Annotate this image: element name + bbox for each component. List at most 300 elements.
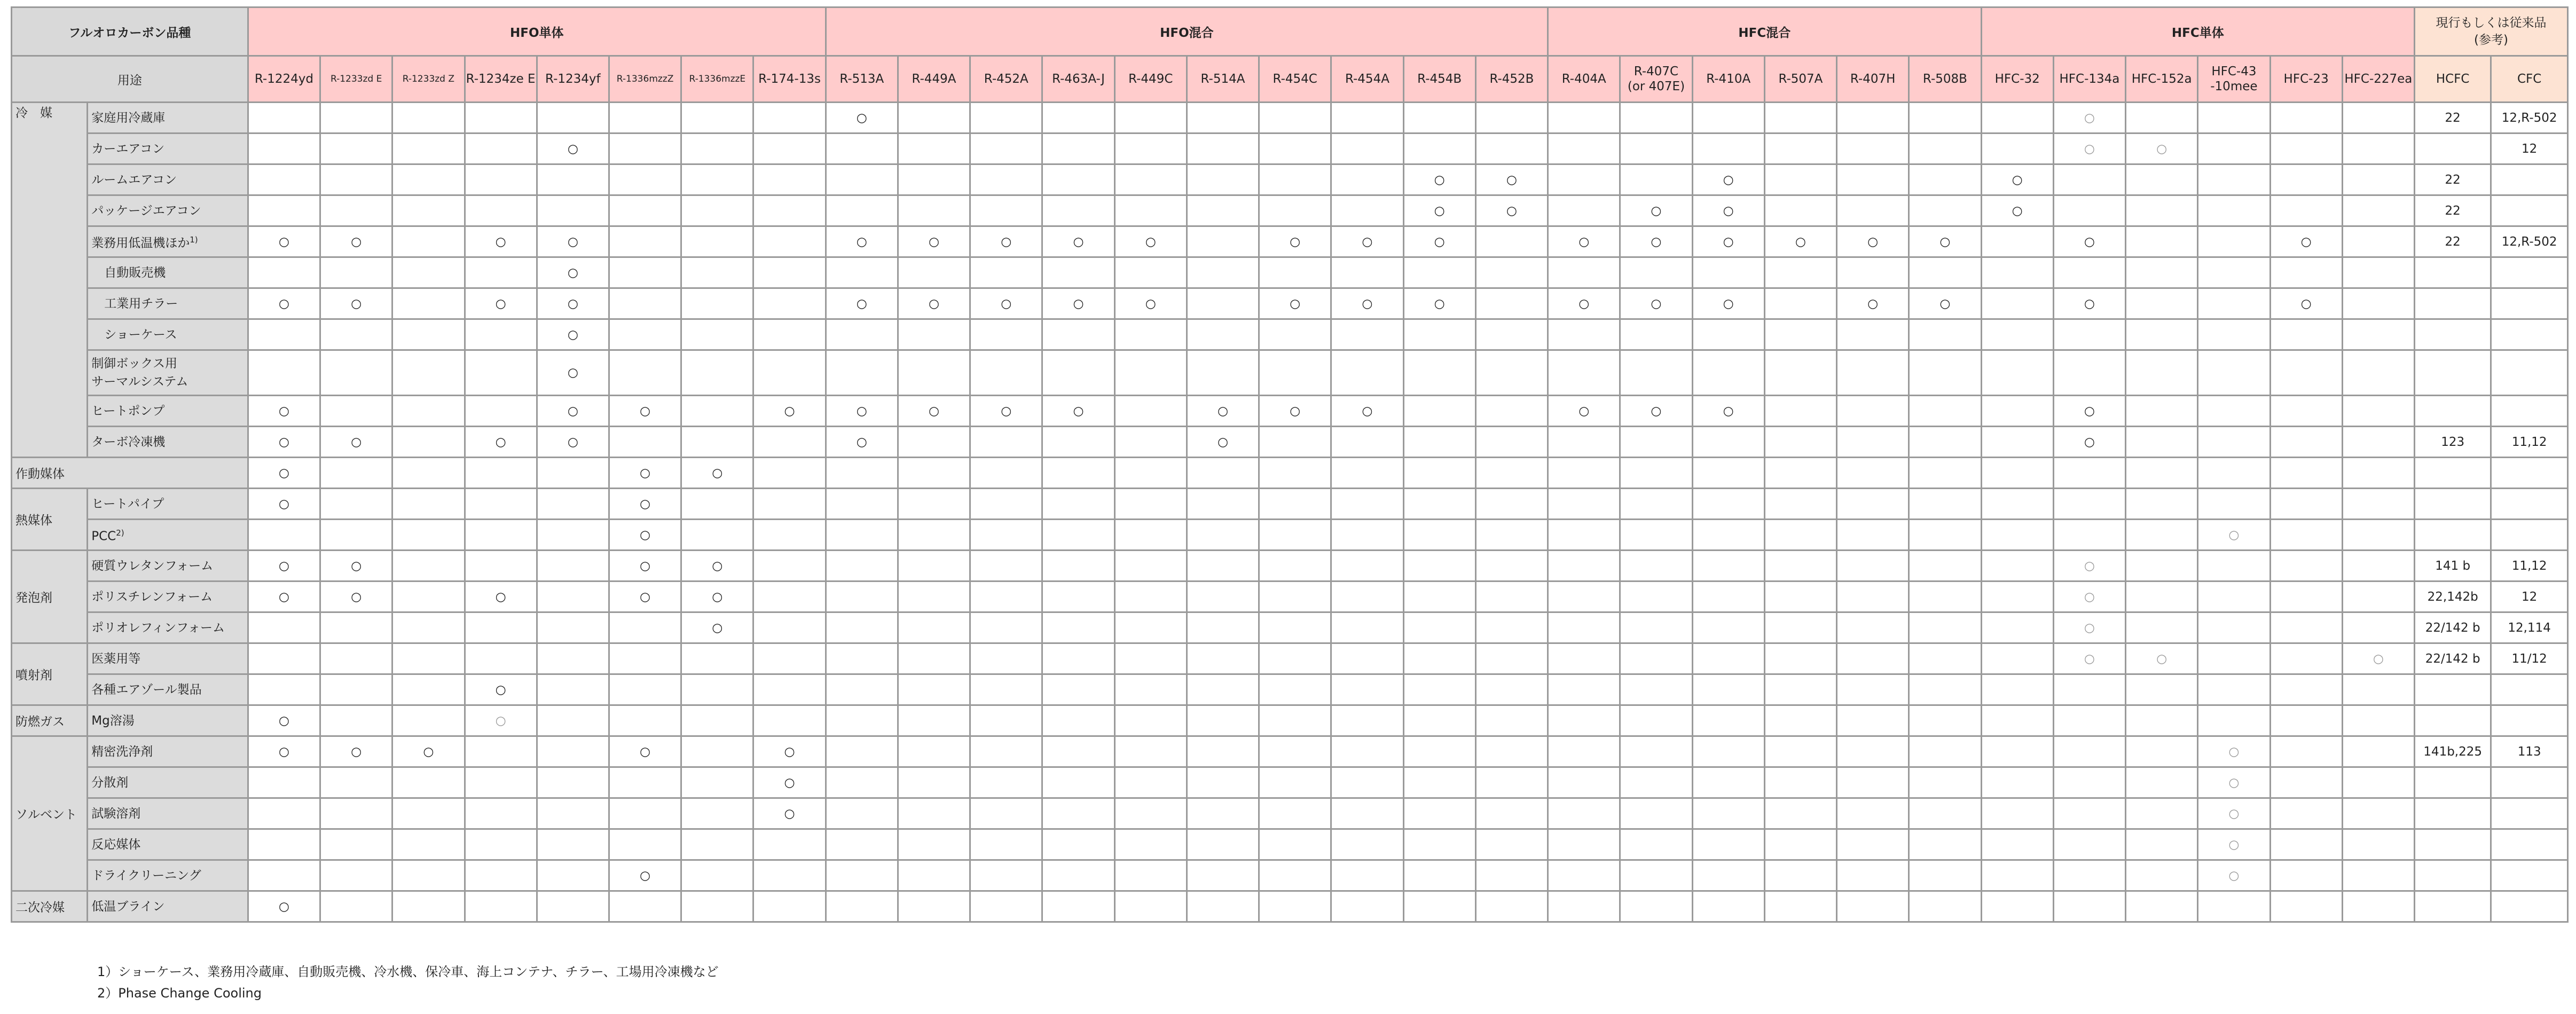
empty-cell <box>248 350 320 396</box>
reference-hcfc-cell <box>2415 829 2491 860</box>
empty-cell <box>2198 195 2270 226</box>
empty-cell <box>1331 767 1403 798</box>
empty-cell <box>1403 674 1475 705</box>
empty-cell <box>1114 396 1187 427</box>
empty-cell <box>1114 612 1187 643</box>
empty-cell <box>392 195 465 226</box>
empty-cell <box>1331 705 1403 736</box>
empty-cell <box>2270 612 2342 643</box>
empty-cell <box>1475 705 1548 736</box>
empty-cell <box>1259 257 1331 288</box>
reference-cfc-cell <box>2491 767 2568 798</box>
empty-cell <box>1403 103 1475 133</box>
column-header: R-449A <box>898 56 970 103</box>
empty-cell <box>465 350 537 396</box>
empty-cell <box>1331 674 1403 705</box>
reference-cfc-cell <box>2491 458 2568 489</box>
empty-cell <box>1620 736 1692 767</box>
empty-cell <box>753 195 826 226</box>
empty-cell <box>1114 458 1187 489</box>
empty-cell <box>2342 520 2414 551</box>
empty-cell <box>681 705 753 736</box>
reference-cfc-cell <box>2491 829 2568 860</box>
empty-cell <box>970 891 1042 922</box>
footnote-ref: 2) <box>116 528 124 538</box>
empty-cell <box>970 829 1042 860</box>
empty-cell <box>1909 612 1981 643</box>
empty-cell <box>2342 226 2414 257</box>
reference-cfc-cell: 11,12 <box>2491 551 2568 581</box>
empty-cell <box>1548 133 1620 164</box>
empty-cell <box>1620 581 1692 612</box>
empty-cell <box>392 767 465 798</box>
empty-cell <box>1187 458 1259 489</box>
empty-cell <box>1548 458 1620 489</box>
empty-cell <box>1692 705 1764 736</box>
empty-cell <box>392 891 465 922</box>
reference-hcfc-cell: 141 b <box>2415 551 2491 581</box>
empty-cell <box>898 103 970 133</box>
empty-cell <box>1187 520 1259 551</box>
empty-cell <box>1187 767 1259 798</box>
empty-cell <box>1909 396 1981 427</box>
empty-cell <box>681 195 753 226</box>
empty-cell <box>1909 705 1981 736</box>
empty-cell <box>537 736 609 767</box>
group-header-hfo-blend: HFO混合 <box>826 7 1548 56</box>
empty-cell <box>320 396 392 427</box>
empty-cell <box>465 103 537 133</box>
empty-cell <box>1114 489 1187 520</box>
empty-cell <box>1981 133 2053 164</box>
empty-cell <box>2053 195 2125 226</box>
application-label <box>88 427 248 458</box>
empty-cell <box>1981 798 2053 829</box>
application-text: 自動販売機 <box>104 265 166 280</box>
empty-cell <box>681 164 753 195</box>
usage-mark: ○ <box>2198 520 2270 551</box>
empty-cell <box>1692 319 1764 350</box>
reference-hcfc-cell <box>2415 705 2491 736</box>
empty-cell <box>1259 164 1331 195</box>
empty-cell <box>681 891 753 922</box>
empty-cell <box>1837 798 1909 829</box>
empty-cell <box>1475 520 1548 551</box>
table-row <box>12 427 2568 458</box>
empty-cell <box>2270 767 2342 798</box>
group-header-reference: 現行もしくは従来品 (参考) <box>2415 7 2568 56</box>
table-row <box>12 458 2568 489</box>
usage-mark: ○ <box>2053 288 2125 319</box>
empty-cell <box>1837 612 1909 643</box>
empty-cell <box>681 829 753 860</box>
empty-cell <box>1331 133 1403 164</box>
application-label <box>88 891 248 922</box>
application-text: 家庭用冷蔵庫 <box>91 111 166 125</box>
empty-cell <box>1259 736 1331 767</box>
empty-cell <box>1114 257 1187 288</box>
empty-cell <box>1042 860 1114 891</box>
empty-cell <box>609 612 681 643</box>
column-header: R-1336mzzZ <box>609 56 681 103</box>
empty-cell <box>392 489 465 520</box>
empty-cell <box>2126 257 2198 288</box>
usage-mark: ○ <box>320 427 392 458</box>
empty-cell <box>1187 350 1259 396</box>
reference-cfc-cell <box>2491 860 2568 891</box>
usage-mark: ○ <box>537 288 609 319</box>
usage-mark: ○ <box>537 319 609 350</box>
usage-mark: ○ <box>1981 195 2053 226</box>
application-text: 精密洗浄剤 <box>91 744 153 759</box>
empty-cell <box>2270 643 2342 674</box>
empty-cell <box>320 350 392 396</box>
column-header: R-1224yd <box>248 56 320 103</box>
empty-cell <box>2342 829 2414 860</box>
column-header: CFC <box>2491 56 2568 103</box>
reference-cfc-cell <box>2491 195 2568 226</box>
reference-cfc-cell: 113 <box>2491 736 2568 767</box>
application-label <box>88 736 248 767</box>
empty-cell <box>465 829 537 860</box>
empty-cell <box>1187 226 1259 257</box>
empty-cell <box>465 860 537 891</box>
empty-cell <box>537 767 609 798</box>
application-text: ルームエアコン <box>91 172 177 187</box>
empty-cell <box>1909 767 1981 798</box>
reference-cfc-cell <box>2491 674 2568 705</box>
empty-cell <box>2198 396 2270 427</box>
reference-hcfc-cell: 22 <box>2415 164 2491 195</box>
empty-cell <box>1548 257 1620 288</box>
empty-cell <box>609 798 681 829</box>
column-header: R-508B <box>1909 56 1981 103</box>
empty-cell <box>2270 458 2342 489</box>
empty-cell <box>609 164 681 195</box>
empty-cell <box>1981 643 2053 674</box>
empty-cell <box>2270 736 2342 767</box>
empty-cell <box>1620 891 1692 922</box>
empty-cell <box>465 458 537 489</box>
empty-cell <box>2270 581 2342 612</box>
empty-cell <box>681 226 753 257</box>
empty-cell <box>1114 103 1187 133</box>
empty-cell <box>1548 164 1620 195</box>
empty-cell <box>1909 829 1981 860</box>
table-row <box>12 736 2568 767</box>
reference-cfc-cell: 11/12 <box>2491 643 2568 674</box>
empty-cell <box>1620 643 1692 674</box>
usage-mark: ○ <box>609 551 681 581</box>
empty-cell <box>2342 103 2414 133</box>
empty-cell <box>1114 674 1187 705</box>
column-header: R-1336mzzE <box>681 56 753 103</box>
empty-cell <box>970 520 1042 551</box>
empty-cell <box>1837 396 1909 427</box>
empty-cell <box>1259 798 1331 829</box>
empty-cell <box>898 520 970 551</box>
usage-mark: ○ <box>1042 396 1114 427</box>
empty-cell <box>1909 103 1981 133</box>
empty-cell <box>1620 612 1692 643</box>
column-header: R-454C <box>1259 56 1331 103</box>
empty-cell <box>1331 350 1403 396</box>
empty-cell <box>1114 427 1187 458</box>
usage-mark: ○ <box>248 581 320 612</box>
empty-cell <box>320 798 392 829</box>
empty-cell <box>1331 195 1403 226</box>
empty-cell <box>1909 736 1981 767</box>
empty-cell <box>1620 551 1692 581</box>
empty-cell <box>1548 612 1620 643</box>
empty-cell <box>2126 891 2198 922</box>
empty-cell <box>392 674 465 705</box>
table-row <box>12 257 2568 288</box>
reference-cfc-cell: 12,R-502 <box>2491 226 2568 257</box>
column-header: R-1233zd Z <box>392 56 465 103</box>
table-row <box>12 891 2568 922</box>
empty-cell <box>465 551 537 581</box>
empty-cell <box>826 458 898 489</box>
column-header: R-1234ze E <box>465 56 537 103</box>
usage-mark: ○ <box>320 288 392 319</box>
application-label <box>88 674 248 705</box>
corner-header: フルオロカーボン品種 <box>12 7 248 56</box>
empty-cell <box>1620 798 1692 829</box>
empty-cell <box>2342 674 2414 705</box>
empty-cell <box>2126 103 2198 133</box>
application-label <box>88 226 248 257</box>
empty-cell <box>2126 489 2198 520</box>
empty-cell <box>1837 891 1909 922</box>
usage-mark: ○ <box>2053 612 2125 643</box>
empty-cell <box>465 798 537 829</box>
table-row <box>12 829 2568 860</box>
application-text: ショーケース <box>104 327 177 342</box>
empty-cell <box>465 396 537 427</box>
empty-cell <box>2198 257 2270 288</box>
empty-cell <box>1475 257 1548 288</box>
empty-cell <box>1475 133 1548 164</box>
application-label <box>88 829 248 860</box>
usage-mark: ○ <box>2270 226 2342 257</box>
empty-cell <box>1331 581 1403 612</box>
empty-cell <box>1764 860 1836 891</box>
empty-cell <box>1981 736 2053 767</box>
empty-cell <box>1403 767 1475 798</box>
empty-cell <box>826 350 898 396</box>
reference-hcfc-cell <box>2415 674 2491 705</box>
table-row <box>12 103 2568 133</box>
empty-cell <box>1042 643 1114 674</box>
fluorocarbon-application-table <box>11 6 2569 923</box>
empty-cell <box>2198 133 2270 164</box>
empty-cell <box>2053 860 2125 891</box>
empty-cell <box>2270 705 2342 736</box>
empty-cell <box>2053 458 2125 489</box>
empty-cell <box>898 133 970 164</box>
footnote-1: 1）ショーケース、業務用冷蔵庫、自動販売機、冷水機、保冷車、海上コンテナ、チラー、工場用冷凍機など <box>97 964 719 979</box>
empty-cell <box>2198 458 2270 489</box>
empty-cell <box>2198 643 2270 674</box>
empty-cell <box>392 458 465 489</box>
empty-cell <box>1403 396 1475 427</box>
empty-cell <box>1259 674 1331 705</box>
empty-cell <box>1981 520 2053 551</box>
empty-cell <box>537 103 609 133</box>
empty-cell <box>2342 798 2414 829</box>
usage-mark: ○ <box>970 288 1042 319</box>
empty-cell <box>753 350 826 396</box>
empty-cell <box>1403 798 1475 829</box>
column-header-row <box>12 56 2568 103</box>
empty-cell <box>1620 164 1692 195</box>
table-row <box>12 489 2568 520</box>
usage-mark: ○ <box>1403 164 1475 195</box>
empty-cell <box>826 643 898 674</box>
application-label <box>88 288 248 319</box>
empty-cell <box>248 319 320 350</box>
empty-cell <box>1114 891 1187 922</box>
empty-cell <box>1475 350 1548 396</box>
empty-cell <box>1548 829 1620 860</box>
empty-cell <box>1837 767 1909 798</box>
empty-cell <box>537 829 609 860</box>
usage-mark: ○ <box>465 288 537 319</box>
application-text: ドライクリーニング <box>91 868 201 883</box>
usage-mark: ○ <box>753 798 826 829</box>
empty-cell <box>248 164 320 195</box>
empty-cell <box>1692 767 1764 798</box>
empty-cell <box>1548 674 1620 705</box>
empty-cell <box>1331 551 1403 581</box>
empty-cell <box>1331 103 1403 133</box>
application-text: ヒートパイプ <box>91 497 164 511</box>
empty-cell <box>753 458 826 489</box>
empty-cell <box>1764 257 1836 288</box>
application-label <box>88 396 248 427</box>
empty-cell <box>1692 133 1764 164</box>
empty-cell <box>392 643 465 674</box>
empty-cell <box>1548 891 1620 922</box>
empty-cell <box>1692 551 1764 581</box>
empty-cell <box>1837 736 1909 767</box>
usage-mark: ○ <box>1475 195 1548 226</box>
category-label: ソルベント <box>12 736 88 891</box>
empty-cell <box>2342 427 2414 458</box>
empty-cell <box>970 643 1042 674</box>
empty-cell <box>392 164 465 195</box>
empty-cell <box>1259 458 1331 489</box>
empty-cell <box>1692 427 1764 458</box>
empty-cell <box>1042 458 1114 489</box>
empty-cell <box>1692 257 1764 288</box>
empty-cell <box>826 798 898 829</box>
empty-cell <box>1042 829 1114 860</box>
empty-cell <box>1909 257 1981 288</box>
application-text: カーエアコン <box>91 142 165 156</box>
empty-cell <box>1259 319 1331 350</box>
reference-hcfc-cell <box>2415 133 2491 164</box>
column-header: HFC-43 -10mee <box>2198 56 2270 103</box>
usage-mark: ○ <box>248 458 320 489</box>
empty-cell <box>753 133 826 164</box>
usage-mark: ○ <box>681 551 753 581</box>
empty-cell <box>1764 581 1836 612</box>
empty-cell <box>2342 195 2414 226</box>
usage-mark: ○ <box>1403 226 1475 257</box>
empty-cell <box>1548 581 1620 612</box>
usage-mark: ○ <box>2198 798 2270 829</box>
empty-cell <box>1331 798 1403 829</box>
empty-cell <box>1764 612 1836 643</box>
usage-mark: ○ <box>1692 164 1764 195</box>
empty-cell <box>1187 133 1259 164</box>
usage-mark: ○ <box>1620 195 1692 226</box>
empty-cell <box>2053 891 2125 922</box>
empty-cell <box>1475 551 1548 581</box>
empty-cell <box>1764 288 1836 319</box>
empty-cell <box>681 674 753 705</box>
empty-cell <box>1259 643 1331 674</box>
column-header: R-507A <box>1764 56 1836 103</box>
empty-cell <box>2270 520 2342 551</box>
usage-mark: ○ <box>392 736 465 767</box>
empty-cell <box>1259 195 1331 226</box>
empty-cell <box>465 257 537 288</box>
empty-cell <box>2126 396 2198 427</box>
empty-cell <box>1259 489 1331 520</box>
usage-mark: ○ <box>248 891 320 922</box>
empty-cell <box>320 103 392 133</box>
group-header-hfc-blend: HFC混合 <box>1548 7 1981 56</box>
reference-cfc-cell <box>2491 319 2568 350</box>
empty-cell <box>753 674 826 705</box>
usage-mark: ○ <box>898 396 970 427</box>
empty-cell <box>681 860 753 891</box>
empty-cell <box>1981 581 2053 612</box>
usage-mark: ○ <box>2270 288 2342 319</box>
usage-mark: ○ <box>2053 427 2125 458</box>
empty-cell <box>1259 891 1331 922</box>
empty-cell <box>2126 798 2198 829</box>
empty-cell <box>392 350 465 396</box>
empty-cell <box>1692 829 1764 860</box>
empty-cell <box>248 133 320 164</box>
empty-cell <box>1259 551 1331 581</box>
empty-cell <box>2126 860 2198 891</box>
empty-cell <box>1692 891 1764 922</box>
empty-cell <box>609 133 681 164</box>
empty-cell <box>609 674 681 705</box>
empty-cell <box>898 705 970 736</box>
empty-cell <box>248 829 320 860</box>
empty-cell <box>392 551 465 581</box>
usage-mark: ○ <box>609 458 681 489</box>
empty-cell <box>1403 612 1475 643</box>
column-header: HFC-227ea <box>2342 56 2414 103</box>
empty-cell <box>826 705 898 736</box>
reference-hcfc-cell <box>2415 520 2491 551</box>
usage-mark: ○ <box>753 396 826 427</box>
usage-mark: ○ <box>1548 396 1620 427</box>
empty-cell <box>1042 489 1114 520</box>
empty-cell <box>1187 489 1259 520</box>
empty-cell <box>970 195 1042 226</box>
usage-mark: ○ <box>2053 396 2125 427</box>
empty-cell <box>1981 319 2053 350</box>
usage-mark: ○ <box>681 581 753 612</box>
